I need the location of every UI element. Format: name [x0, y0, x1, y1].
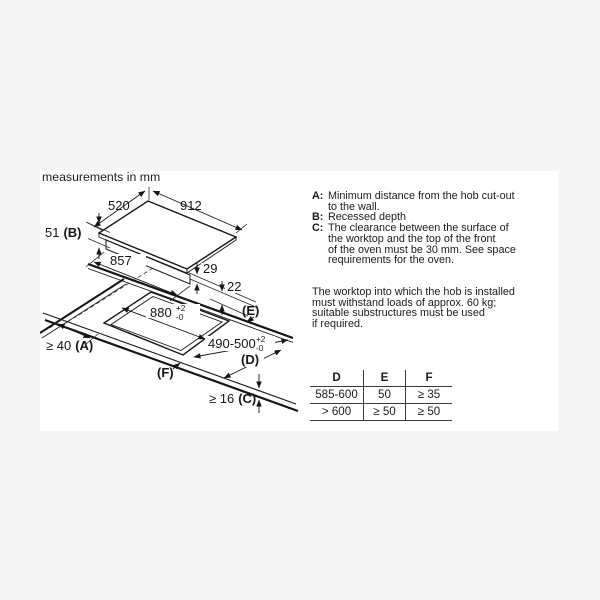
dim-880-label — [150, 304, 186, 322]
side-wall-edge — [40, 279, 126, 338]
table-cell-E2: ≥ 50 — [363, 404, 405, 421]
legend-line: The clearance between the surface of — [328, 222, 509, 235]
dim-29-label: 29 — [203, 261, 218, 276]
legend-block — [312, 191, 550, 266]
legend-key-C: C: — [312, 222, 324, 235]
label-E: (E) — [242, 303, 260, 318]
worktop-note — [312, 287, 552, 330]
legend-item-A — [312, 191, 550, 212]
svg-text:+2: +2 — [256, 335, 266, 344]
dim-490-label — [208, 335, 266, 353]
legend-line: to the wall. — [328, 200, 380, 213]
svg-text:-0: -0 — [176, 313, 184, 322]
note-line: must withstand loads of approx. 60 kg; — [312, 296, 497, 309]
table-cell-D2: > 600 — [310, 404, 363, 421]
legend-key-A: A: — [312, 190, 324, 202]
dim-857-label: 857 — [110, 253, 132, 268]
table-cell-F2: ≥ 50 — [405, 404, 452, 421]
label-D: (D) — [241, 352, 260, 367]
svg-text:490-500: 490-500 — [208, 336, 256, 351]
svg-text:+2: +2 — [176, 304, 186, 313]
table-header-E: E — [363, 370, 405, 387]
dim-912-label: 912 — [180, 198, 202, 213]
dim-520-label: 520 — [108, 198, 130, 213]
dim-16C-label: ≥ 16 (C) — [209, 391, 257, 406]
table-cell-D1: 585-600 — [310, 387, 363, 404]
measurements-note: measurements in mm — [42, 170, 161, 184]
svg-text:880: 880 — [150, 305, 172, 320]
table-header-D: D — [310, 370, 363, 387]
spec-table — [310, 370, 452, 421]
table-cell-E1: 50 — [363, 387, 405, 404]
legend-line: of the oven must be 30 mm. See space — [328, 243, 516, 256]
legend-item-C — [312, 223, 550, 266]
svg-text:-0: -0 — [256, 344, 264, 353]
legend-line: Recessed depth — [328, 211, 407, 224]
legend-line: requirements for the oven. — [328, 254, 455, 267]
dim-51B-label: 51 (B) — [45, 225, 82, 240]
legend-line: Minimum distance from the hob cut-out — [328, 190, 515, 202]
note-line: suitable substructures must be used — [312, 307, 485, 320]
installation-diagram — [40, 171, 310, 431]
note-line: The worktop into which the hob is installed — [312, 286, 515, 298]
legend-line: the worktop and the top of the front — [328, 232, 496, 245]
table-cell-F1: ≥ 35 — [405, 387, 452, 404]
dim-40-line — [58, 324, 90, 338]
legend-key-B: B: — [312, 211, 324, 224]
table-header-F: F — [405, 370, 452, 387]
dim-40A-label: ≥ 40 (A) — [46, 338, 94, 353]
dim-22-label: 22 — [227, 279, 242, 294]
note-line: if required. — [312, 318, 364, 331]
label-F: (F) — [157, 365, 174, 380]
